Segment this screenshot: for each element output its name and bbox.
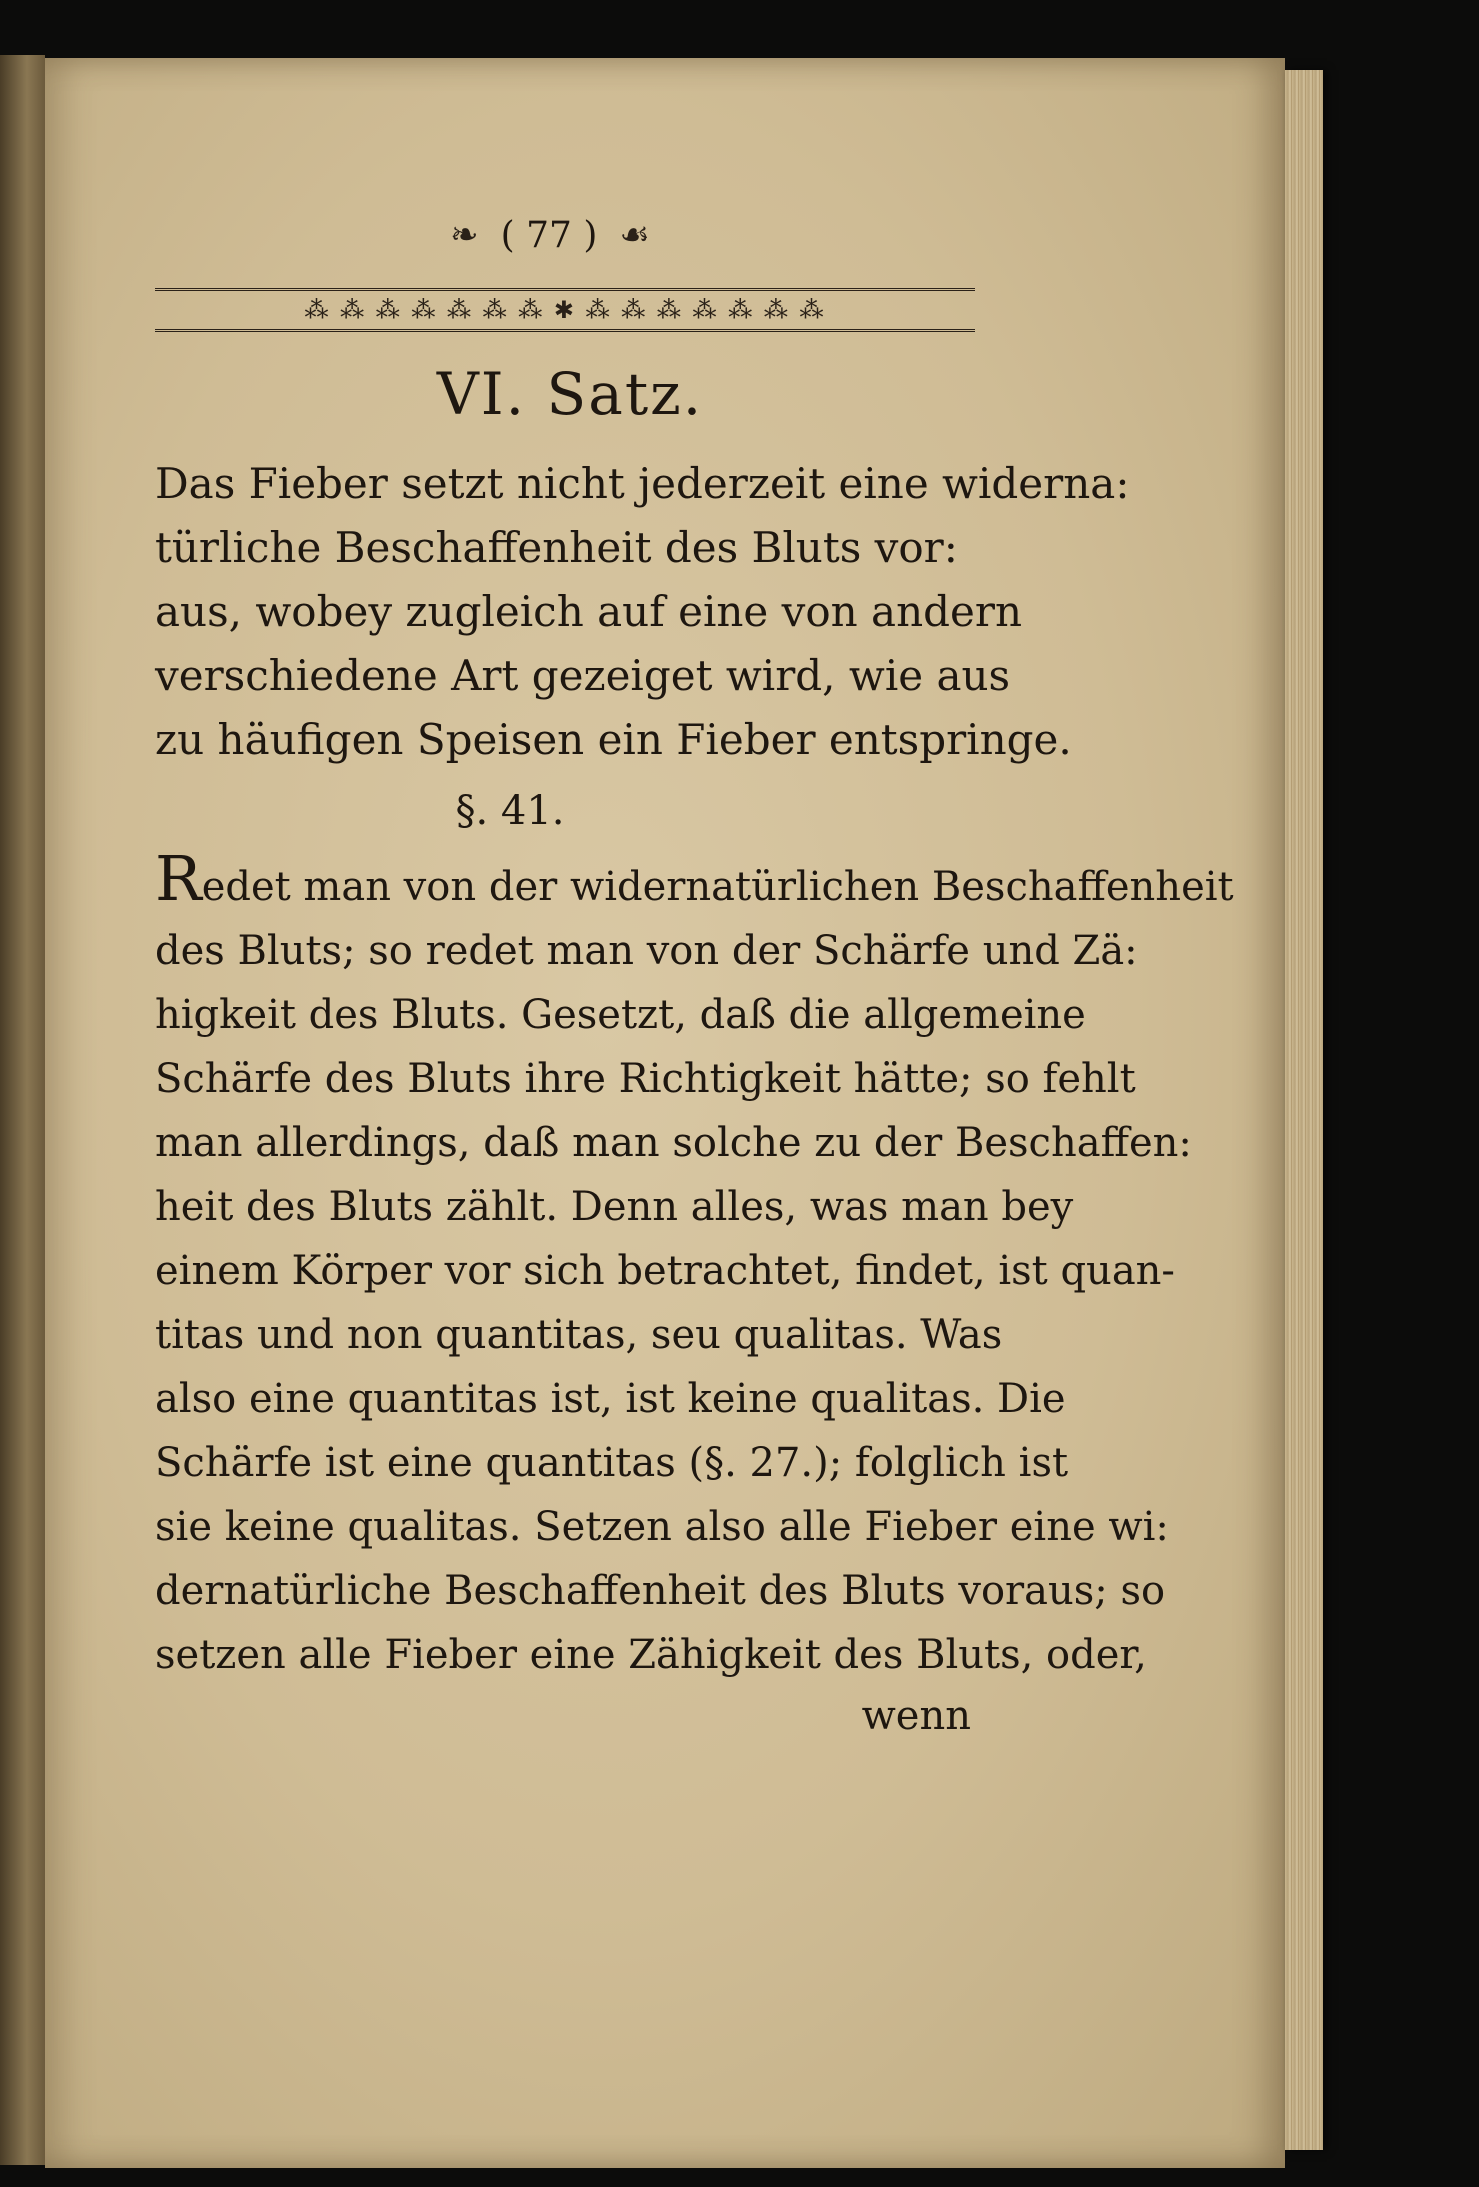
body-line: setzen alle Fieber eine Zähigkeit des Bluts, oder, [155,1632,1147,1678]
catchword: wenn [861,1693,971,1739]
body-line-text: edet man von der widernatürlichen Beschaffenheit [201,864,1234,910]
section-heading: VI. Satz. [436,360,704,428]
body-line: Schärfe ist eine quantitas (§. 27.); folglich ist [155,1440,1069,1486]
adjacent-page-edge [0,55,45,2165]
body-line: man allerdings, daß man solche zu der Beschaffen: [155,1120,1192,1166]
page-number: ( 77 ) [500,214,598,256]
page-content [155,200,1234,1739]
thesis-line: zu häufigen Speisen ein Fieber entspringe. [155,715,1072,764]
thesis-line: aus, wobey zugleich auf eine von andern [155,587,1023,636]
drop-cap: R [155,842,202,915]
page-stack-edge [1285,70,1323,2150]
body-line: also eine quantitas ist, ist keine qualitas. Die [155,1376,1066,1422]
thesis-paragraph [155,452,1130,772]
body-line [155,842,1234,919]
thesis-line: türliche Beschaffenheit des Bluts vor: [155,523,958,572]
thesis-line: Das Fieber setzt nicht jederzeit eine widerna: [155,459,1130,508]
thesis-line: verschiedene Art gezeiget wird, wie aus [155,651,1011,700]
fleuron-right-icon: ☙ [619,215,650,255]
body-line: des Bluts; so redet man von der Schärfe und Zä: [155,928,1138,974]
body-line: titas und non quantitas, seu qualitas. Was [155,1312,1003,1358]
body-line: heit des Bluts zählt. Denn alles, was man bey [155,1184,1074,1230]
ornament-band-icon: ⁂ ⁂ ⁂ ⁂ ⁂ ⁂ ⁂ ✱ ⁂ ⁂ ⁂ ⁂ ⁂ ⁂ ⁂ [304,296,826,324]
body-line: dernatürliche Beschaffenheit des Bluts voraus; so [155,1568,1166,1614]
body-line: Schärfe des Bluts ihre Richtigkeit hätte; so fehlt [155,1056,1136,1102]
body-line: einem Körper vor sich betrachtet, findet, ist quan- [155,1248,1175,1294]
ornamental-rule [155,288,975,332]
section-number: §. 41. [455,788,565,834]
body-line: higkeit des Bluts. Gesetzt, daß die allgemeine [155,992,1086,1038]
body-line: sie keine qualitas. Setzen also alle Fieber eine wi: [155,1504,1169,1550]
fleuron-left-icon: ❧ [450,215,479,255]
running-header [115,200,985,270]
body-paragraph [155,842,1234,1687]
